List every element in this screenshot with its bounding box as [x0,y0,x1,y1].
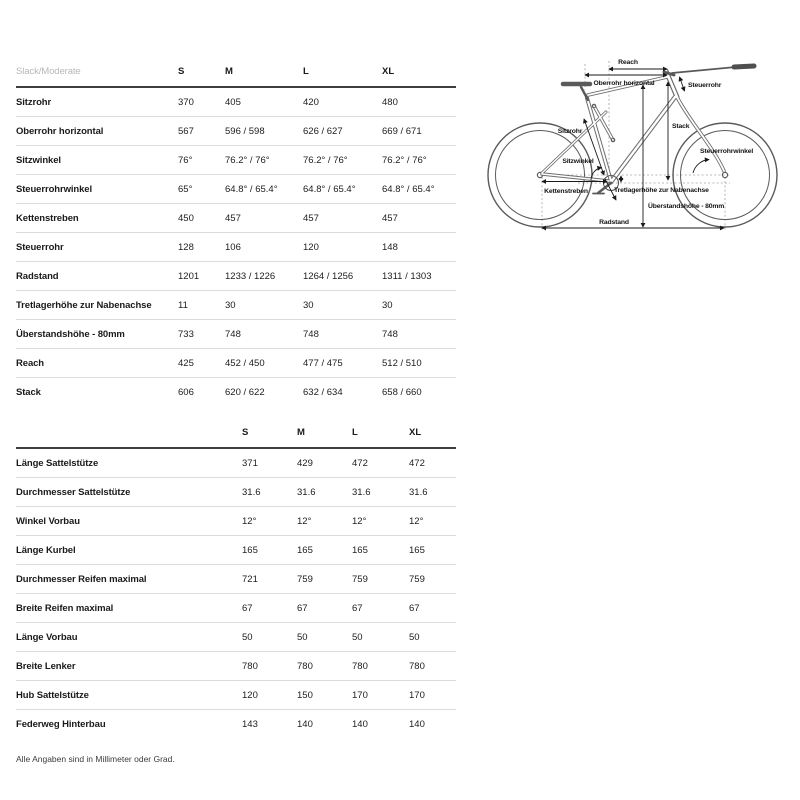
row-label: Durchmesser Sattelstütze [16,486,131,498]
row-label: Radstand [16,270,59,282]
table-row [16,536,456,565]
table-row [16,262,456,291]
label-steuerrohrwinkel: Steuerrohrwinkel [700,148,754,155]
cell-value: 67 [352,602,363,614]
cell-value: 733 [178,328,194,340]
units-footnote: Alle Angaben sind in Millimeter oder Grad. [16,754,175,764]
table-row [16,681,456,710]
label-reach: Reach [618,59,638,66]
label-tretlagerhoehe: Tretlagerhöhe zur Nabenachse [614,187,709,194]
cell-value: 1264 / 1256 [303,270,354,282]
row-label: Überstandshöhe - 80mm [16,328,125,340]
label-sitzrohr: Sitzrohr [557,128,583,135]
cell-value: 759 [297,573,313,585]
cell-value: 31.6 [352,486,371,498]
table-row [16,175,456,204]
cell-value: 748 [303,328,319,340]
table-row [16,378,456,406]
cell-value: 64.8° / 65.4° [382,183,435,195]
row-label: Steuerrohrwinkel [16,183,93,195]
table-row [16,594,456,623]
cell-value: 31.6 [297,486,316,498]
row-label: Winkel Vorbau [16,515,80,527]
label-ueberstandshoehe: Überstandshöhe - 80mm [648,203,725,210]
saddle [563,84,590,100]
cell-value: 457 [225,212,241,224]
cell-value: 1311 / 1303 [382,270,432,282]
bike-geometry-diagram [478,40,798,250]
cell-value: 128 [178,241,194,253]
cell-value: 658 / 660 [382,386,422,398]
cell-value: 457 [382,212,398,224]
cell-value: 65° [178,183,193,195]
cell-value: 140 [409,718,425,730]
cell-value: 480 [382,96,398,108]
cell-value: 477 / 475 [303,357,343,369]
cell-value: 76.2° / 76° [382,154,427,166]
row-label: Hub Sattelstütze [16,689,89,701]
table-header-label: Slack/Moderate [16,65,81,77]
cell-value: 31.6 [242,486,261,498]
table-row [16,507,456,536]
cell-value: 759 [409,573,425,585]
cell-value: 567 [178,125,194,137]
cell-value: 780 [297,660,313,672]
cell-value: 425 [178,357,194,369]
table-row [16,710,456,738]
cell-value: 143 [242,718,258,730]
table-row [16,233,456,262]
table-row [16,478,456,507]
cell-value: 472 [409,457,425,469]
column-header-m: M [297,426,305,438]
cell-value: 669 / 671 [382,125,422,137]
cell-value: 120 [242,689,258,701]
geometry-spec-sheet [16,56,456,764]
table-body [16,88,456,406]
label-sitzwinkel: Sitzwinkel [562,158,594,165]
cell-value: 170 [352,689,368,701]
row-label: Steuerrohr [16,241,64,253]
cell-value: 759 [352,573,368,585]
column-header-s: S [178,65,185,77]
column-header-m: M [225,65,233,77]
row-label: Stack [16,386,41,398]
cell-value: 64.8° / 65.4° [303,183,356,195]
cell-value: 780 [242,660,258,672]
cell-value: 457 [303,212,319,224]
cell-value: 50 [297,631,308,643]
cell-value: 370 [178,96,194,108]
table-row [16,320,456,349]
cell-value: 780 [352,660,368,672]
table-row [16,117,456,146]
row-label: Kettenstreben [16,212,79,224]
cell-value: 64.8° / 65.4° [225,183,278,195]
column-header-xl: XL [382,65,395,77]
cell-value: 120 [303,241,319,253]
column-header-l: L [303,65,309,77]
row-label: Sitzwinkel [16,154,61,166]
cell-value: 31.6 [409,486,428,498]
cell-value: 50 [242,631,253,643]
label-oberrohr: Oberrohr horizontal [593,80,655,87]
cell-value: 12° [242,515,257,527]
cell-value: 76° [178,154,193,166]
cell-value: 632 / 634 [303,386,343,398]
row-label: Breite Lenker [16,660,76,672]
cell-value: 165 [352,544,368,556]
cell-value: 620 / 622 [225,386,265,398]
table-row [16,291,456,320]
row-label: Oberrohr horizontal [16,125,104,137]
column-header-xl: XL [409,426,422,438]
table-row [16,204,456,233]
cell-value: 50 [352,631,363,643]
cell-value: 165 [409,544,425,556]
table-row [16,652,456,681]
row-label: Länge Sattelstütze [16,457,99,469]
frame-geometry-table [16,56,456,406]
cell-value: 30 [382,299,393,311]
cell-value: 67 [242,602,253,614]
cell-value: 11 [178,299,188,311]
handlebar [664,66,754,75]
cell-value: 67 [409,602,420,614]
label-radstand: Radstand [599,219,629,226]
cell-value: 748 [382,328,398,340]
components-table [16,417,456,738]
cell-value: 429 [297,457,313,469]
cell-value: 371 [242,457,258,469]
cell-value: 405 [225,96,241,108]
table-header-row [16,56,456,88]
cell-value: 472 [352,457,368,469]
cell-value: 1233 / 1226 [225,270,276,282]
row-label: Breite Reifen maximal [16,602,114,614]
cell-value: 420 [303,96,319,108]
table-row [16,449,456,478]
cell-value: 106 [225,241,241,253]
cell-value: 12° [352,515,367,527]
cell-value: 596 / 598 [225,125,265,137]
table-header-row [16,417,456,449]
column-header-l: L [352,426,358,438]
cell-value: 721 [242,573,258,585]
cell-value: 606 [178,386,194,398]
cell-value: 76.2° / 76° [303,154,348,166]
table-row [16,349,456,378]
cell-value: 50 [409,631,420,643]
cell-value: 170 [409,689,425,701]
cell-value: 165 [242,544,258,556]
table-row [16,146,456,175]
table-body [16,449,456,738]
label-steuerrohr: Steuerrohr [688,82,722,89]
cell-value: 12° [409,515,424,527]
cell-value: 150 [297,689,313,701]
cell-value: 512 / 510 [382,357,422,369]
cell-value: 140 [297,718,313,730]
cell-value: 148 [382,241,398,253]
row-label: Länge Kurbel [16,544,76,556]
row-label: Federweg Hinterbau [16,718,106,730]
cell-value: 76.2° / 76° [225,154,270,166]
table-row [16,565,456,594]
cell-value: 450 [178,212,194,224]
cell-value: 30 [303,299,314,311]
label-kettenstreben: Kettenstreben [544,188,588,195]
cell-value: 626 / 627 [303,125,343,137]
row-label: Länge Vorbau [16,631,78,643]
cell-value: 1201 [178,270,200,282]
cell-value: 165 [297,544,313,556]
row-label: Reach [16,357,45,369]
row-label: Sitzrohr [16,96,52,108]
row-label: Tretlagerhöhe zur Nabenachse [16,299,152,311]
cell-value: 452 / 450 [225,357,265,369]
table-row [16,623,456,652]
label-stack: Stack [672,123,690,130]
column-header-s: S [242,426,249,438]
cell-value: 780 [409,660,425,672]
table-row [16,88,456,117]
cell-value: 748 [225,328,241,340]
row-label: Durchmesser Reifen maximal [16,573,147,585]
cell-value: 67 [297,602,308,614]
cell-value: 140 [352,718,368,730]
cell-value: 12° [297,515,312,527]
bike-diagram-svg [478,40,798,250]
cell-value: 30 [225,299,236,311]
